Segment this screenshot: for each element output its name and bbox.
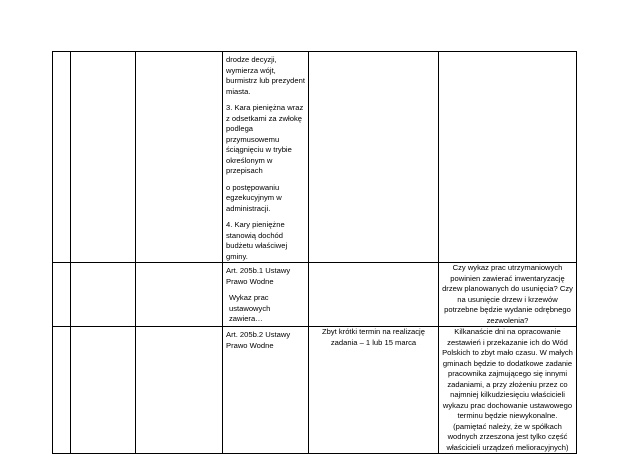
- comments-table: [52, 51, 577, 454]
- table-cell-empty: [136, 327, 223, 454]
- table-row: [53, 327, 577, 454]
- table-row: [53, 263, 577, 327]
- table-cell-empty: [71, 263, 136, 327]
- table-cell-provision: [223, 327, 309, 454]
- table-row: [53, 52, 577, 263]
- table-cell-question: [439, 52, 577, 263]
- table-cell-empty: [136, 263, 223, 327]
- cell-paragraph: Art. 205b.2 Ustawy Prawo Wodne: [226, 330, 291, 350]
- table-cell-lp: [53, 263, 71, 327]
- table-cell-provision: [223, 263, 309, 327]
- cell-paragraph: drodze decyzji, wymierza wójt, burmistrz lub prezydent miasta.: [226, 55, 305, 96]
- table-cell-empty: [71, 52, 136, 263]
- table-cell-empty: [136, 52, 223, 263]
- table-cell-comment: [309, 263, 439, 327]
- table-cell-question: Kilkanaście dni na opracowanie zestawień i przekazanie ich do Wód Polskich to zbyt mało czasu. W małych gminach będzie to dodatkowe zadanie pracownika zajmującego się innymi zadaniami, a przy złożeniu przez co najmniej kilkudziesięciu właścicieli wykazu prac dochowanie ustawowego terminu będzie niewykonalne. (pamiętać należy, że w spółkach wodnych zrzeszona jest tylko część właścicieli urządzeń melioracyjnych): [439, 327, 577, 454]
- cell-paragraph: 4. Kary pieniężne stanowią dochód budżetu właściwej gminy.: [226, 220, 288, 261]
- cell-paragraph: o postępowaniu egzekucyjnym w administracji.: [226, 182, 282, 213]
- table-cell-empty: [71, 327, 136, 454]
- table-cell-provision: [223, 52, 309, 263]
- cell-paragraph: 3. Kara pieniężna wraz z odsetkami za zwłokę podlega przymusowemu ściągnięciu w trybie określonym w przepisach: [226, 103, 304, 175]
- table-cell-comment: Zbyt krótki termin na realizację zadania – 1 lub 15 marca: [309, 327, 439, 454]
- table-cell-comment: [309, 52, 439, 263]
- table-cell-lp: [53, 327, 71, 454]
- table-cell-question: Czy wykaz prac utrzymaniowych powinien zawierać inwentaryzację drzew planowanych do usunięcia? Czy na usunięcie drzew i krzewów potrzebne będzie wydanie odrębnego zezwolenia?: [439, 263, 577, 327]
- table-cell-lp: [53, 52, 71, 263]
- cell-paragraph: Art. 205b.1 Ustawy Prawo Wodne: [226, 266, 291, 286]
- cell-paragraph: Wykaz prac ustawowych zawiera…: [229, 293, 271, 323]
